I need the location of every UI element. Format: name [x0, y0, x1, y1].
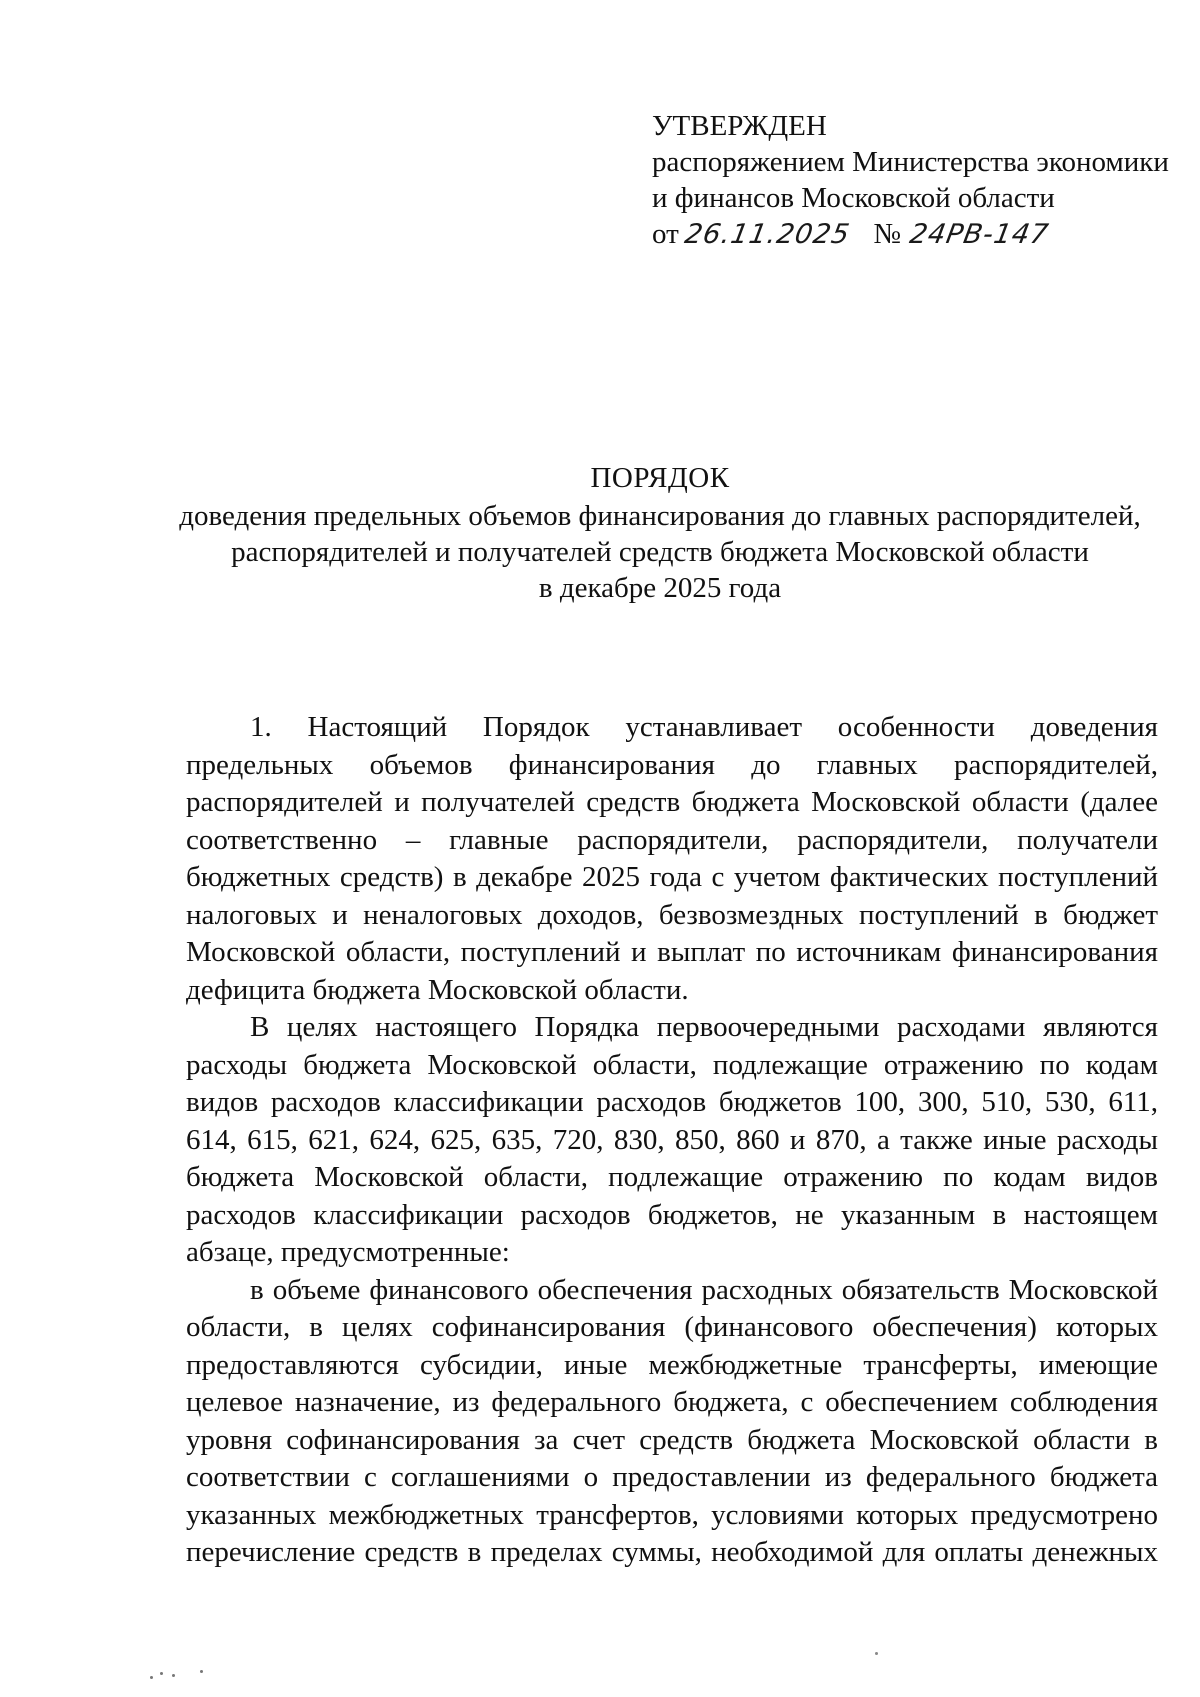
approval-date-line — [652, 216, 1172, 253]
approved-label: УТВЕРЖДЕН — [652, 110, 827, 142]
title-heading: ПОРЯДОК — [590, 462, 730, 494]
paragraph-3: в объеме финансового обеспечения расходных обязательств Московской области, в целях софинансирования (финансового обеспечения) которых предоставляются субсидии, иные межбюджетные трансферты, имеющие целевое назначение, из федерального бюджета, с обеспечением соблюдения уровня софинансирования за счет средств бюджета Московской области в соответствии с соглашениями о предоставлении из федерального бюджета указанных межбюджетных трансфертов, условиями которых предусмотрено перечисление средств в пределах суммы, необходимой для оплаты денежных — [186, 1273, 1158, 1568]
handwritten-date: 26.11.2025 — [682, 219, 853, 250]
scan-specks — [150, 1670, 210, 1682]
approval-stamp-block — [652, 108, 1172, 253]
paragraph-2: В целях настоящего Порядка первоочередными расходами являются расходы бюджета Московской области, подлежащие отражению по кодам видов расходов классификации расходов бюджетов 100, 300, 510, 530, 611, 614, 615, 621, 624, 625, 635, 720, 830, 850, 860 и 870, а также иные расходы бюджета Московской области, подлежащие отражению по кодам видов расходов классификации расходов бюджетов, не указанным в настоящем абзаце, предусмотренные: — [186, 1011, 1158, 1268]
number-prefix: № — [873, 218, 902, 250]
title-line-2: распорядителей и получателей средств бюджета Московской области — [231, 536, 1089, 568]
document-body — [186, 709, 1158, 1572]
approval-line-1: распоряжением Министерства экономики — [652, 146, 1169, 178]
title-line-1: доведения предельных объемов финансирования до главных распорядителей, — [179, 500, 1141, 532]
approval-line-2: и финансов Московской области — [652, 182, 1055, 214]
title-line-3: в декабре 2025 года — [538, 572, 782, 604]
paragraph-1: 1. Настоящий Порядок устанавливает особенности доведения предельных объемов финансирования до главных распорядителей, распорядителей и получателей средств бюджета Московской области (далее соответственно – главные распорядители, распорядители, получатели бюджетных средств) в декабре 2025 года с учетом фактических поступлений налоговых и неналоговых доходов, безвозмездных поступлений в бюджет Московской области, поступлений и выплат по источникам финансирования дефицита бюджета Московской области. — [186, 711, 1158, 1006]
scan-speck — [875, 1652, 878, 1655]
handwritten-number: 24РВ-147 — [907, 219, 1052, 250]
date-prefix: от — [652, 218, 679, 250]
document-title — [120, 460, 1200, 606]
